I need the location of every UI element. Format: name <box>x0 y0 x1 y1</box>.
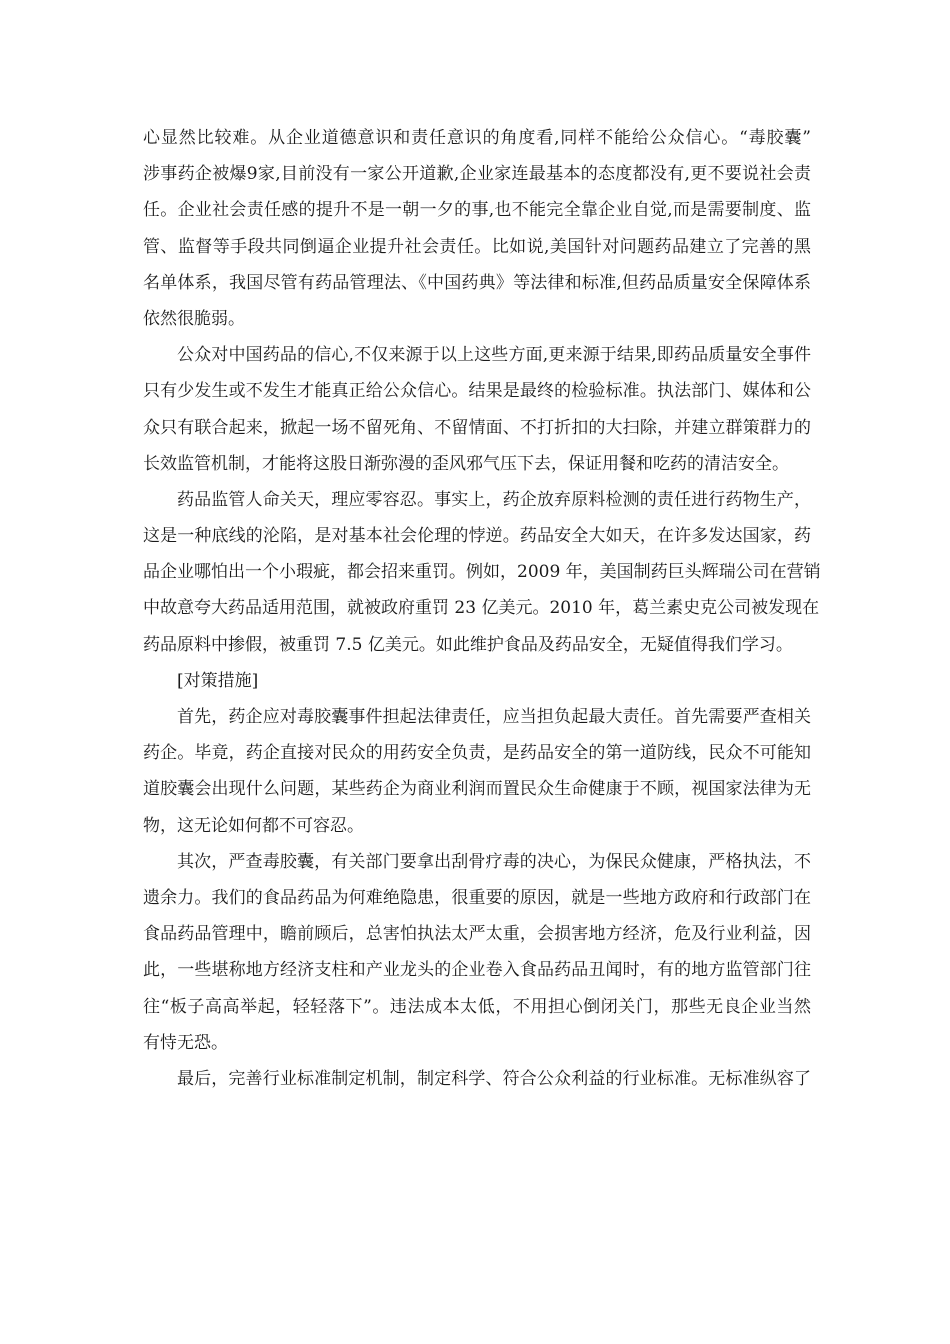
text-line: 这是一种底线的沦陷，是对基本社会伦理的悖逆。药品安全大如天，在许多发达国家，药 <box>143 526 811 547</box>
text-line: 任。企业社会责任感的提升不是一朝一夕的事,也不能完全靠企业自觉,而是需要制度、监 <box>143 200 811 221</box>
text-line: 遗余力。我们的食品药品为何难绝隐患，很重要的原因，就是一些地方政府和行政部门在 <box>143 887 811 908</box>
text-line: 药品原料中掺假，被重罚 7.5 亿美元。如此维护食品及药品安全，无疑值得我们学习。 <box>143 634 793 655</box>
text-line: 公众对中国药品的信心,不仅来源于以上这些方面,更来源于结果,即药品质量安全事件 <box>177 345 811 366</box>
text-line: [对策措施] <box>177 670 259 691</box>
text-line: 药品监管人命关天，理应零容忍。事实上，药企放弃原料检测的责任进行药物生产， <box>177 489 811 510</box>
text-line: 中故意夸大药品适用范围，就被政府重罚 23 亿美元。2010 年，葛兰素史克公司被发现在 <box>143 598 820 619</box>
text-line: 物，这无论如何都不可容忍。 <box>143 815 364 836</box>
text-line: 最后，完善行业标准制定机制，制定科学、符合公众利益的行业标准。无标准纵容了 <box>177 1068 811 1089</box>
text-line: 涉事药企被爆9家,目前没有一家公开道歉,企业家连最基本的态度都没有,更不要说社会责 <box>143 164 811 185</box>
text-line: 管、监督等手段共同倒逼企业提升社会责任。比如说,美国针对问题药品建立了完善的黑 <box>143 236 811 257</box>
text-line: 只有少发生或不发生才能真正给公众信心。结果是最终的检验标准。执法部门、媒体和公 <box>143 381 811 402</box>
text-line: 药企。毕竟，药企直接对民众的用药安全负责，是药品安全的第一道防线，民众不可能知 <box>143 743 811 764</box>
document-body <box>143 120 821 1097</box>
text-line: 有恃无恐。 <box>143 1032 228 1053</box>
text-line: 心显然比较难。从企业道德意识和责任意识的角度看,同样不能给公众信心。“毒胶囊” <box>143 128 811 148</box>
text-line: 品企业哪怕出一个小瑕疵，都会招来重罚。例如，2009 年，美国制药巨头辉瑞公司在营销 <box>143 562 821 583</box>
text-line: 食品药品管理中，瞻前顾后，总害怕执法太严太重，会损害地方经济，危及行业利益，因 <box>143 924 811 945</box>
text-line: 依然很脆弱。 <box>143 308 245 329</box>
text-line: 其次，严查毒胶囊，有关部门要拿出刮骨疗毒的决心，为保民众健康，严格执法，不 <box>177 851 811 872</box>
text-line: 道胶囊会出现什么问题，某些药企为商业利润而置民众生命健康于不顾，视国家法律为无 <box>143 779 811 800</box>
text-line: 首先，药企应对毒胶囊事件担起法律责任，应当担负起最大责任。首先需要严查相关 <box>177 707 811 727</box>
text-line: 长效监管机制，才能将这股日渐弥漫的歪风邪气压下去，保证用餐和吃药的清洁安全。 <box>143 453 789 474</box>
text-line: 众只有联合起来，掀起一场不留死角、不留情面、不打折扣的大扫除，并建立群策群力的 <box>143 417 811 438</box>
text-line: 往“板子高高举起，轻轻落下”。违法成本太低，不用担心倒闭关门，那些无良企业当然 <box>143 996 811 1017</box>
text-line: 名单体系，我国尽管有药品管理法、《中国药典》等法律和标准,但药品质量安全保障体系 <box>143 272 811 293</box>
text-line: 此，一些堪称地方经济支柱和产业龙头的企业卷入食品药品丑闻时，有的地方监管部门往 <box>143 960 811 981</box>
